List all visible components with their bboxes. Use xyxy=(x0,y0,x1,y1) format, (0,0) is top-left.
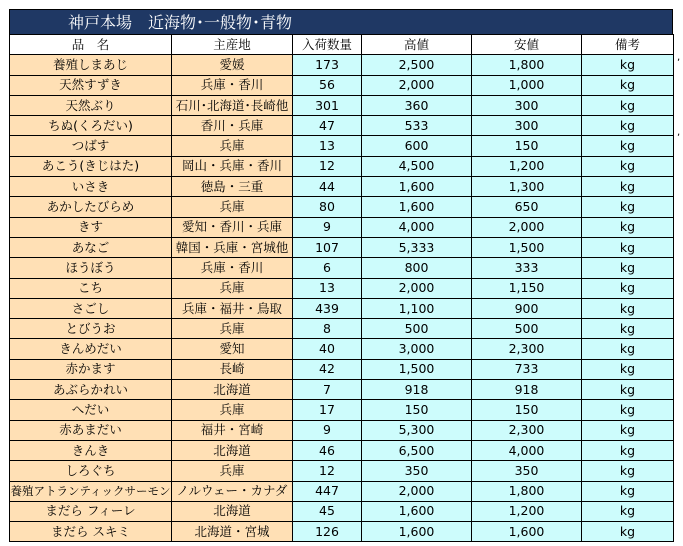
cell-high-price: 2,000 xyxy=(362,481,472,501)
cell-name: 養殖アトランティックサーモン xyxy=(10,481,172,501)
cell-high-price: 3,000 xyxy=(362,339,472,359)
cell-origin: 北海道 xyxy=(172,380,293,400)
table-row xyxy=(10,177,674,197)
cell-remarks: kg xyxy=(582,217,674,237)
cell-low-price: 500 xyxy=(472,319,582,339)
cell-high-price: 500 xyxy=(362,319,472,339)
table-row xyxy=(10,359,674,379)
cell-origin: 兵庫・福井・鳥取 xyxy=(172,298,293,318)
table-row xyxy=(10,501,674,521)
cell-name: さごし xyxy=(10,298,172,318)
table-row xyxy=(10,420,674,440)
cell-quantity: 447 xyxy=(293,481,362,501)
cell-name: きんめだい xyxy=(10,339,172,359)
table-row xyxy=(10,481,674,501)
cell-quantity: 107 xyxy=(293,237,362,257)
cell-quantity: 7 xyxy=(293,380,362,400)
table-row xyxy=(10,380,674,400)
cell-quantity: 126 xyxy=(293,522,362,542)
cell-origin: ノルウェー・カナダ xyxy=(172,481,293,501)
cell-origin: 福井・宮崎 xyxy=(172,420,293,440)
cell-remarks: kg xyxy=(582,258,674,278)
cell-low-price: 333 xyxy=(472,258,582,278)
cell-name: ほうぼう xyxy=(10,258,172,278)
cell-name: まだら フィーレ xyxy=(10,501,172,521)
cell-quantity: 80 xyxy=(293,197,362,217)
cell-quantity: 46 xyxy=(293,440,362,460)
cell-low-price: 650 xyxy=(472,197,582,217)
cell-remarks: kg xyxy=(582,339,674,359)
cell-high-price: 800 xyxy=(362,258,472,278)
cell-low-price: 1,150 xyxy=(472,278,582,298)
cell-name: へだい xyxy=(10,400,172,420)
cell-quantity: 8 xyxy=(293,319,362,339)
cell-origin: 兵庫 xyxy=(172,319,293,339)
cell-low-price: 2,000 xyxy=(472,217,582,237)
cell-name: あこう(きじはた) xyxy=(10,156,172,176)
cell-low-price: 1,800 xyxy=(472,481,582,501)
cell-origin: 兵庫 xyxy=(172,197,293,217)
cell-quantity: 6 xyxy=(293,258,362,278)
cell-remarks: kg xyxy=(582,501,674,521)
cell-remarks: kg xyxy=(582,461,674,481)
cell-remarks: kg xyxy=(582,359,674,379)
cell-quantity: 439 xyxy=(293,298,362,318)
cell-remarks: kg xyxy=(582,95,674,115)
cell-name: 天然すずき xyxy=(10,75,172,95)
table-row xyxy=(10,116,674,136)
cell-remarks: kg xyxy=(582,177,674,197)
cell-low-price: 900 xyxy=(472,298,582,318)
cell-high-price: 1,500 xyxy=(362,359,472,379)
cell-name: 赤あまだい xyxy=(10,420,172,440)
table-row xyxy=(10,319,674,339)
cell-remarks: kg xyxy=(582,55,674,75)
table-row xyxy=(10,522,674,542)
cell-remarks: kg xyxy=(582,156,674,176)
cell-origin: 兵庫・香川 xyxy=(172,75,293,95)
cell-name: とびうお xyxy=(10,319,172,339)
cell-origin: 兵庫 xyxy=(172,400,293,420)
cell-name: 養殖しまあじ xyxy=(10,55,172,75)
cell-origin: 愛知 xyxy=(172,339,293,359)
cell-quantity: 12 xyxy=(293,461,362,481)
cell-name: あなご xyxy=(10,237,172,257)
cell-quantity: 13 xyxy=(293,278,362,298)
cell-low-price: 1,000 xyxy=(472,75,582,95)
cell-low-price: 1,200 xyxy=(472,156,582,176)
cell-origin: 北海道 xyxy=(172,440,293,460)
table-row xyxy=(10,461,674,481)
cell-high-price: 360 xyxy=(362,95,472,115)
cell-origin: 兵庫 xyxy=(172,136,293,156)
table-row xyxy=(10,75,674,95)
cell-origin: 石川･北海道･長崎他 xyxy=(172,95,293,115)
header-origin: 主産地 xyxy=(172,35,293,55)
cell-low-price: 1,600 xyxy=(472,522,582,542)
cell-remarks: kg xyxy=(582,481,674,501)
cell-high-price: 600 xyxy=(362,136,472,156)
cell-high-price: 6,500 xyxy=(362,440,472,460)
cell-high-price: 1,600 xyxy=(362,522,472,542)
cell-origin: 兵庫 xyxy=(172,461,293,481)
table-row xyxy=(10,278,674,298)
cell-remarks: kg xyxy=(582,380,674,400)
cell-quantity: 17 xyxy=(293,400,362,420)
cell-name: きす xyxy=(10,217,172,237)
margin-mark: , xyxy=(677,52,681,63)
cell-origin: 韓国・兵庫・宮城他 xyxy=(172,237,293,257)
cell-high-price: 150 xyxy=(362,400,472,420)
cell-low-price: 150 xyxy=(472,136,582,156)
cell-name: こち xyxy=(10,278,172,298)
table-row xyxy=(10,298,674,318)
cell-high-price: 5,300 xyxy=(362,420,472,440)
cell-low-price: 350 xyxy=(472,461,582,481)
cell-low-price: 300 xyxy=(472,116,582,136)
table-row xyxy=(10,95,674,115)
cell-quantity: 56 xyxy=(293,75,362,95)
cell-origin: 兵庫 xyxy=(172,278,293,298)
cell-remarks: kg xyxy=(582,420,674,440)
cell-remarks: kg xyxy=(582,197,674,217)
cell-origin: 北海道 xyxy=(172,501,293,521)
cell-remarks: kg xyxy=(582,75,674,95)
cell-name: きんき xyxy=(10,440,172,460)
cell-low-price: 1,500 xyxy=(472,237,582,257)
table-row xyxy=(10,339,674,359)
cell-remarks: kg xyxy=(582,278,674,298)
cell-origin: 兵庫・香川 xyxy=(172,258,293,278)
cell-high-price: 533 xyxy=(362,116,472,136)
cell-name: あぶらかれい xyxy=(10,380,172,400)
cell-name: つばす xyxy=(10,136,172,156)
cell-quantity: 9 xyxy=(293,217,362,237)
table-row xyxy=(10,55,674,75)
table-row xyxy=(10,156,674,176)
cell-high-price: 350 xyxy=(362,461,472,481)
cell-name: ちぬ(くろだい) xyxy=(10,116,172,136)
cell-low-price: 918 xyxy=(472,380,582,400)
cell-low-price: 1,300 xyxy=(472,177,582,197)
cell-low-price: 300 xyxy=(472,95,582,115)
cell-low-price: 1,200 xyxy=(472,501,582,521)
cell-low-price: 2,300 xyxy=(472,339,582,359)
header-name: 品 名 xyxy=(10,35,172,55)
table-row xyxy=(10,400,674,420)
cell-high-price: 918 xyxy=(362,380,472,400)
cell-high-price: 1,100 xyxy=(362,298,472,318)
cell-high-price: 5,333 xyxy=(362,237,472,257)
cell-origin: 香川・兵庫 xyxy=(172,116,293,136)
cell-origin: 徳島・三重 xyxy=(172,177,293,197)
cell-low-price: 4,000 xyxy=(472,440,582,460)
cell-remarks: kg xyxy=(582,440,674,460)
cell-remarks: kg xyxy=(582,319,674,339)
cell-origin: 愛媛 xyxy=(172,55,293,75)
cell-quantity: 173 xyxy=(293,55,362,75)
cell-quantity: 45 xyxy=(293,501,362,521)
cell-remarks: kg xyxy=(582,116,674,136)
cell-quantity: 44 xyxy=(293,177,362,197)
header-low-price: 安値 xyxy=(472,35,582,55)
header-high-price: 高値 xyxy=(362,35,472,55)
cell-name: 赤かます xyxy=(10,359,172,379)
table-row xyxy=(10,237,674,257)
price-sheet xyxy=(9,9,673,542)
table-row xyxy=(10,217,674,237)
cell-low-price: 150 xyxy=(472,400,582,420)
cell-origin: 愛知・香川・兵庫 xyxy=(172,217,293,237)
sheet-title: 神戸本場 近海物･一般物･青物 xyxy=(9,9,673,34)
cell-remarks: kg xyxy=(582,522,674,542)
cell-low-price: 1,800 xyxy=(472,55,582,75)
cell-quantity: 13 xyxy=(293,136,362,156)
cell-name: まだら スキミ xyxy=(10,522,172,542)
cell-low-price: 2,300 xyxy=(472,420,582,440)
cell-quantity: 40 xyxy=(293,339,362,359)
cell-quantity: 47 xyxy=(293,116,362,136)
cell-high-price: 4,500 xyxy=(362,156,472,176)
cell-origin: 北海道・宮城 xyxy=(172,522,293,542)
header-remarks: 備考 xyxy=(582,35,674,55)
cell-high-price: 2,000 xyxy=(362,278,472,298)
cell-high-price: 2,000 xyxy=(362,75,472,95)
cell-quantity: 301 xyxy=(293,95,362,115)
cell-origin: 長崎 xyxy=(172,359,293,379)
cell-name: しろぐち xyxy=(10,461,172,481)
cell-remarks: kg xyxy=(582,400,674,420)
margin-mark: , xyxy=(677,127,681,138)
header-row xyxy=(10,35,674,55)
price-table xyxy=(9,34,674,542)
cell-name: あかしたびらめ xyxy=(10,197,172,217)
cell-remarks: kg xyxy=(582,136,674,156)
cell-quantity: 12 xyxy=(293,156,362,176)
cell-quantity: 9 xyxy=(293,420,362,440)
cell-high-price: 4,000 xyxy=(362,217,472,237)
table-row xyxy=(10,440,674,460)
cell-name: いさき xyxy=(10,177,172,197)
cell-remarks: kg xyxy=(582,298,674,318)
cell-high-price: 2,500 xyxy=(362,55,472,75)
cell-remarks: kg xyxy=(582,237,674,257)
cell-high-price: 1,600 xyxy=(362,197,472,217)
header-quantity: 入荷数量 xyxy=(293,35,362,55)
cell-high-price: 1,600 xyxy=(362,501,472,521)
table-row xyxy=(10,258,674,278)
cell-origin: 岡山・兵庫・香川 xyxy=(172,156,293,176)
table-row xyxy=(10,197,674,217)
cell-quantity: 42 xyxy=(293,359,362,379)
table-row xyxy=(10,136,674,156)
cell-high-price: 1,600 xyxy=(362,177,472,197)
cell-name: 天然ぶり xyxy=(10,95,172,115)
cell-low-price: 733 xyxy=(472,359,582,379)
